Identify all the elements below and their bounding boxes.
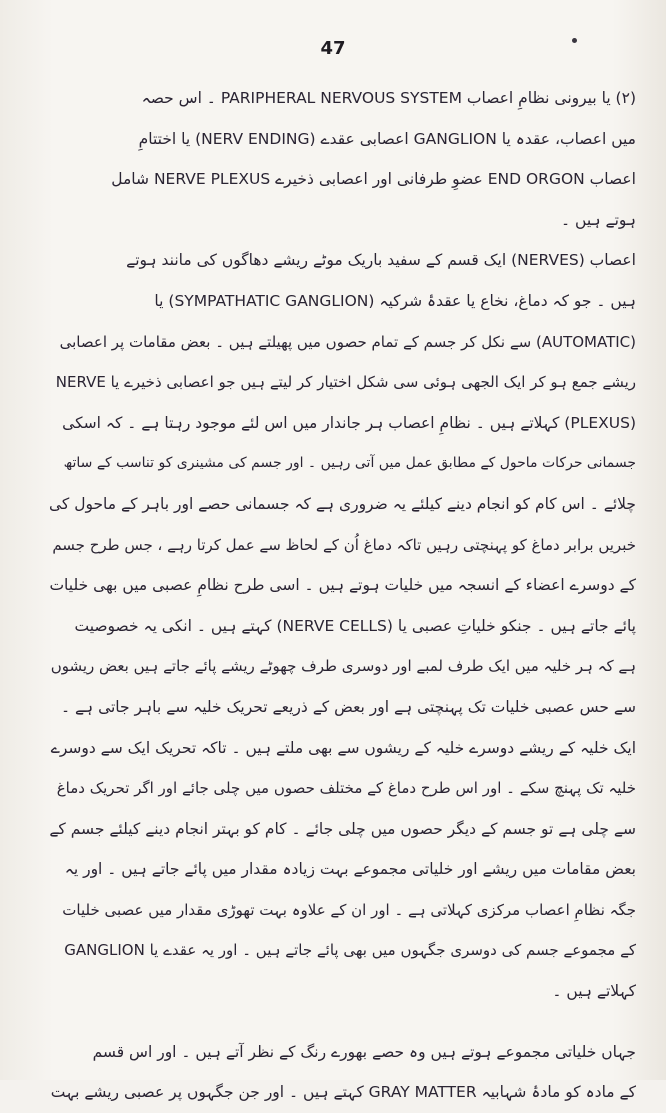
text-line: کہلاتے ہیں ۔: [552, 982, 636, 1001]
page-number: 47: [320, 38, 346, 59]
text-line: اعصاب END ORGON عضوِ طرفانی اور اعصابی ذخیرے NERVE PLEXUS شامل: [111, 170, 636, 189]
text-line: جسمانی حرکات ماحول کے مطابق عمل میں آتی رہیں ۔ اور جسم کی مشینری کو تناسب کے ساتھ: [63, 455, 636, 472]
text-line: (۲) یا بیرونی نظامِ اعصاب PARIPHERAL NERVOUS SYSTEM ۔ اس حصہ: [141, 89, 636, 107]
text-line: خلیہ تک پہنچ سکے ۔ اور اس طرح دماغ کے مختلف حصوں میں چلی جائے اور اگر تحریک دماغ: [56, 779, 636, 798]
text-line: (PLEXUS) کہلاتے ہیں ۔ نظامِ اعصاب ہر جاندار میں اس لئے موجود رہتا ہے ۔ کہ اسکی: [62, 413, 636, 432]
body-text: [46, 78, 636, 1113]
text-line: جگہ نظامِ اعصاب مرکزی کہلاتی ہے ۔ اور ان کے علاوہ بہت تھوڑی مقدار میں عصبی خلیات: [62, 900, 636, 919]
text-line: کے مادہ کو مادۂ شہابیہ GRAY MATTER کہتے ہیں ۔ اور جن جگہوں پر عصبی ریشے بہت: [50, 1083, 636, 1102]
text-line: کے مجموعے جسم کی دوسری جگہوں میں بھی پائے جاتے ہیں ۔ اور یہ عقدے یا GANGLION: [64, 941, 636, 960]
text-line: ہیں ۔ جو کہ دماغ، نخاع یا عقدۂ شرکیہ (SYMPATHATIC GANGLION) یا: [154, 291, 636, 310]
text-line: بعض مقامات میں ریشے اور خلیاتی مجموعے بہت زیادہ مقدار میں پائے جاتے ہیں ۔ اور یہ: [64, 860, 636, 879]
text-line: ہوتے ہیں ۔: [561, 210, 636, 229]
text-line: کے دوسرے اعضاء کے انسجہ میں خلیات ہوتے ہیں ۔ اسی طرح نظامِ عصبی میں بھی خلیات: [49, 576, 636, 595]
speck-mark: [572, 38, 577, 43]
text-line: (AUTOMATIC) سے نکل کر جسم کے تمام حصوں میں پھیلتے ہیں ۔ بعض مقامات پر اعصابی: [59, 332, 636, 351]
text-line: خبریں برابر دماغ کو پہنچتی رہیں تاکہ دماغ اُن کے لحاظ سے عمل کرتا رہے ، جس طرح جسم: [52, 535, 636, 554]
text-line: اعصاب (NERVES) ایک قسم کے سفید باریک موٹے ریشے دھاگوں کی مانند ہوتے: [126, 251, 636, 270]
text-line: سے حس عصبی خلیات تک پہنچتی ہے اور بعض کے ذریعے تحریک خلیہ سے باہر جاتی ہے ۔: [60, 697, 636, 716]
text-line: پائے جاتے ہیں ۔ جنکو خلیاتِ عصبی یا (NERVE CELLS) کہتے ہیں ۔ انکی یہ خصوصیت: [74, 616, 636, 635]
text-line: جہاں خلیاتی مجموعے ہوتے ہیں وہ حصے بھورے رنگ کے نظر آتے ہیں ۔ اور اس قسم: [92, 1042, 636, 1061]
text-line: چلائے ۔ اس کام کو انجام دینے کیلئے یہ ضروری ہے کہ جسمانی حصے اور باہر کے ماحول کی: [48, 494, 636, 513]
text-line: سے چلی ہے تو جسم کے دیگر حصوں میں چلی جائے ۔ کام کو بہتر انجام دینے کیلئے جسم کے: [49, 819, 636, 838]
text-line: ریشے جمع ہو کر ایک الجھی ہوئی سی شکل اختیار کر لیتے ہیں جو اعصابی ذخیرے یا NERVE: [55, 373, 636, 392]
paragraph-gap: [46, 1012, 636, 1032]
text-line: میں اعصاب، عقدہ یا GANGLION اعصابی عقدے (NERV ENDING) یا اختتامِ: [138, 129, 636, 148]
text-line: ایک خلیہ کے ریشے دوسرے خلیہ کے ریشوں سے بھی ملتے ہیں ۔ تاکہ تحریک ایک سے دوسرے: [50, 738, 636, 757]
text-line: ہے کہ ہر خلیہ میں ایک طرف لمبے اور دوسری طرف چھوٹے ریشے پائے جاتے ہیں بعض ریشوں: [50, 657, 636, 676]
